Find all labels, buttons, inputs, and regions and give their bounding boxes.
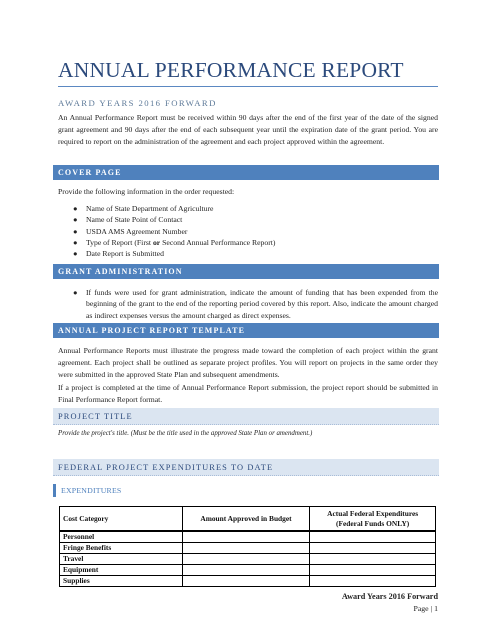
table-row [60, 565, 436, 576]
grant-admin-list [58, 287, 438, 321]
cover-page-list [58, 203, 438, 259]
bullet-icon: ● [73, 226, 78, 236]
list-item: ● Type of Report (First or Second Annual Performance Report) [73, 237, 276, 247]
budget-amount-cell[interactable] [182, 554, 310, 565]
bullet-icon: ● [73, 215, 78, 225]
title-divider [58, 86, 438, 87]
section-heading-project-title: PROJECT TITLE [53, 408, 439, 425]
column-header: Amount Approved in Budget [182, 507, 310, 532]
actual-expenditure-cell[interactable] [310, 531, 436, 543]
actual-expenditure-cell[interactable] [310, 565, 436, 576]
section-heading-federal-expenditures: FEDERAL PROJECT EXPENDITURES TO DATE [53, 459, 439, 476]
page-title: ANNUAL PERFORMANCE REPORT [58, 58, 404, 82]
table-header-row [60, 507, 436, 532]
page-number: Page | 1 [413, 604, 438, 613]
list-item: ● USDA AMS Agreement Number [73, 226, 188, 236]
cost-category-cell: Fringe Benefits [60, 543, 183, 554]
intro-paragraph: An Annual Performance Report must be received within 90 days after the end of the first year of the date of the signed grant agreement and 90 days after the end of each subsequent year until the expiration date of the grant period. You are required to report on the administration of the agreement and each project approved within the agreement. [58, 113, 438, 146]
footer-title: Award Years 2016 Forward [341, 592, 438, 601]
section-heading-grant-administration: GRANT ADMINISTRATION [53, 264, 439, 279]
list-item: ● If funds were used for grant administration, indicate the amount of funding that has been expended from the beginning of the grant to the end of the reporting period covered by this report. Also, indicate the amount charged as indirect expenses versus the amount charged as direct expenses. [73, 288, 438, 320]
cost-category-cell: Equipment [60, 565, 183, 576]
cost-category-cell: Travel [60, 554, 183, 565]
table-row [60, 543, 436, 554]
table-row [60, 576, 436, 587]
page-subtitle: AWARD YEARS 2016 FORWARD [58, 98, 217, 108]
bullet-icon: ● [73, 249, 78, 259]
bullet-icon: ● [73, 204, 78, 213]
project-title-instruction: Provide the project's title. (Must be the title used in the approved State Plan or amendment.) [58, 430, 313, 437]
budget-amount-cell[interactable] [182, 576, 310, 587]
list-item: ● Date Report is Submitted [73, 249, 164, 259]
column-header: Actual Federal Expenditures (Federal Funds ONLY) [310, 507, 436, 532]
actual-expenditure-cell[interactable] [310, 576, 436, 587]
expenditures-label: EXPENDITURES [53, 484, 121, 497]
section-heading-project-report-template: ANNUAL PROJECT REPORT TEMPLATE [53, 323, 439, 338]
template-paragraph-2: If a project is completed at the time of Annual Performance Report submission, the project report should be submitted in Final Performance Report format. [58, 383, 438, 404]
bullet-icon: ● [73, 288, 78, 297]
actual-expenditure-cell[interactable] [310, 543, 436, 554]
budget-amount-cell[interactable] [182, 543, 310, 554]
list-item: ● Name of State Department of Agriculture [73, 204, 214, 213]
table-row [60, 554, 436, 565]
table-row [60, 531, 436, 543]
column-header: Cost Category [60, 507, 183, 532]
bullet-icon: ● [73, 237, 78, 247]
cost-category-cell: Personnel [60, 531, 183, 543]
budget-amount-cell[interactable] [182, 531, 310, 543]
list-item: ● Name of State Point of Contact [73, 215, 183, 225]
cover-page-lead: Provide the following information in the order requested: [58, 187, 235, 196]
expenditures-table [59, 506, 436, 587]
budget-amount-cell[interactable] [182, 565, 310, 576]
section-heading-cover-page: COVER PAGE [53, 165, 439, 180]
actual-expenditure-cell[interactable] [310, 554, 436, 565]
template-paragraph-1: Annual Performance Reports must illustrate the progress made toward the completion of each project within the grant agreement. Each project shall be outlined as separate project profiles. You will report on projects in the same order they were submitted in the approved State Plan and subsequent amendments. [58, 346, 438, 379]
cost-category-cell: Supplies [60, 576, 183, 587]
